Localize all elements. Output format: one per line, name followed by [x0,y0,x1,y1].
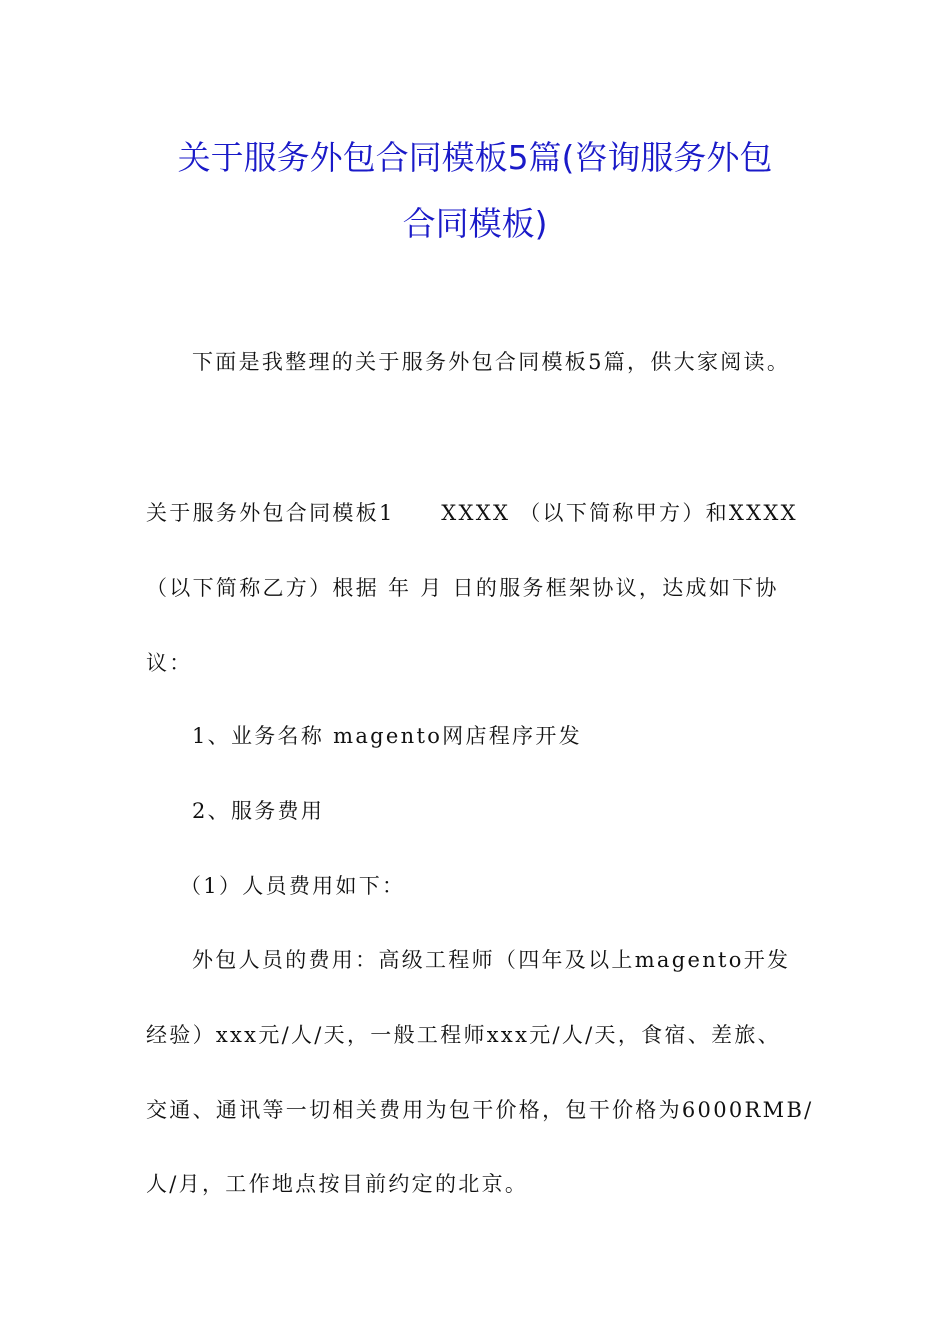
paragraph1-line2: （以下简称乙方）根据 年 月 日的服务框架协议，达成如下协 [146,576,779,600]
paragraph2-line3: 交通、通讯等一切相关费用为包干价格，包干价格为6000RMB/ [146,1098,814,1122]
paragraph1-line3: 议： [146,651,193,675]
paragraph2-line1: 外包人员的费用：高级工程师（四年及以上magento开发 [192,948,791,972]
document-title-line2: 合同模板) [402,204,548,243]
paragraph1-line1: 关于服务外包合同模板1 XXXX （以下简称甲方）和XXXX [146,501,798,525]
list-item-2-sub1: （1）人员费用如下： [180,874,406,898]
paragraph2-line2: 经验）xxx元/人/天，一般工程师xxx元/人/天，食宿、差旅、 [146,1023,781,1047]
document-title-line1: 关于服务外包合同模板5篇(咨询服务外包 [177,138,773,177]
list-item-2: 2、服务费用 [192,799,325,823]
intro-paragraph: 下面是我整理的关于服务外包合同模板5篇，供大家阅读。 [192,350,791,374]
paragraph2-line4: 人/月，工作地点按目前约定的北京。 [146,1172,529,1196]
list-item-1: 1、业务名称 magento网店程序开发 [192,724,582,748]
